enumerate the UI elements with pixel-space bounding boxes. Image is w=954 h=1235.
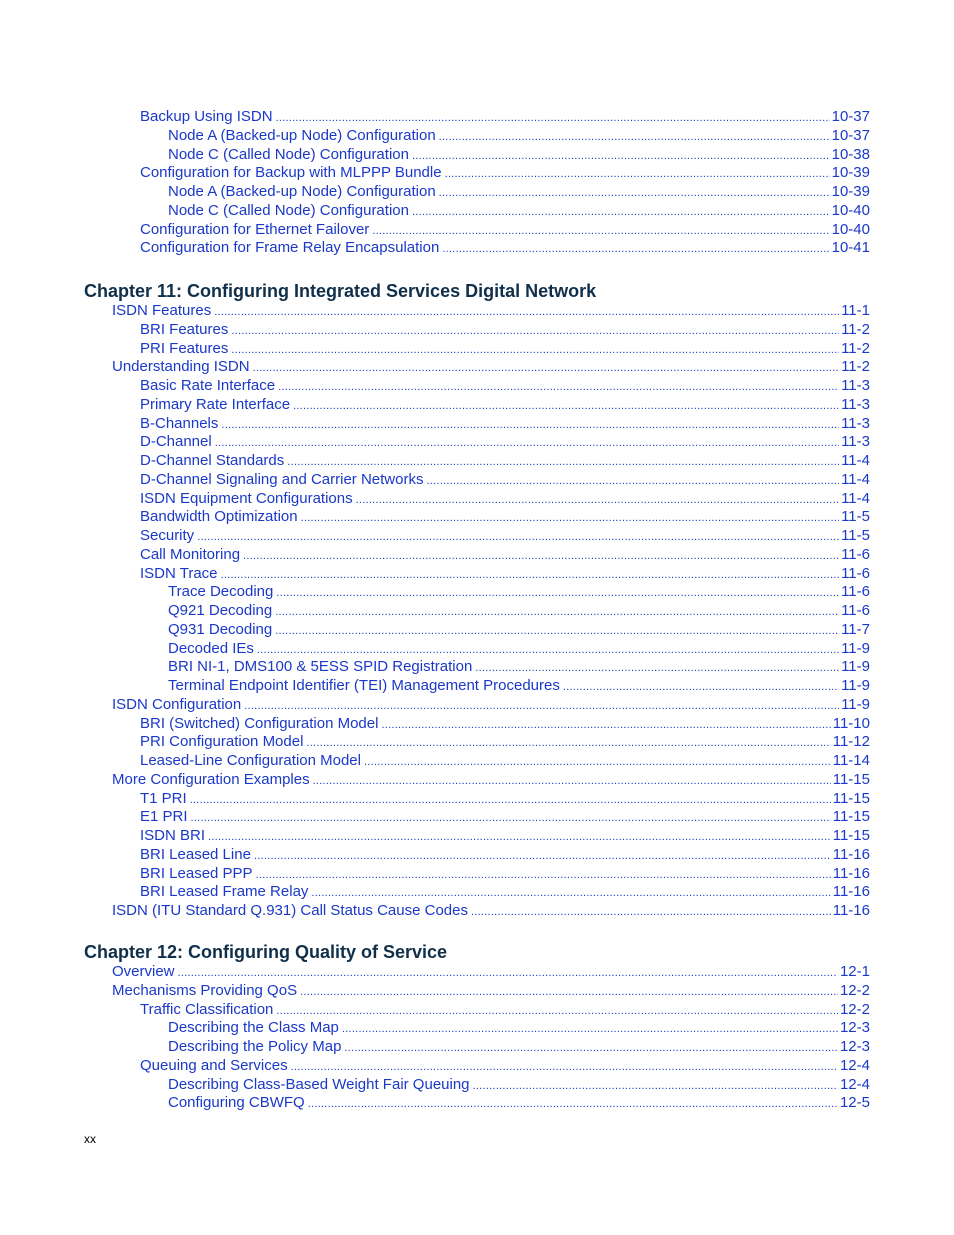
dot-leader [308, 1093, 838, 1114]
toc-entry[interactable] [140, 238, 870, 257]
toc-entry-page: 12-5 [839, 1094, 870, 1112]
toc-entry-page: 11-4 [841, 452, 870, 469]
toc-entry-page: 11-16 [832, 883, 870, 901]
toc-entry-page: 10-39 [831, 183, 870, 200]
chapter-heading: Chapter 11: Configuring Integrated Services Digital Network [84, 281, 597, 301]
toc-entry-title: Basic Rate Interface [140, 377, 276, 394]
toc-entry-title: Queuing and Services [140, 1056, 288, 1074]
toc-entry[interactable] [140, 470, 870, 489]
toc-entry-page: 11-2 [841, 358, 870, 376]
toc-entry[interactable] [112, 301, 870, 320]
toc-entry-page: 11-9 [841, 639, 870, 657]
toc-entry-title: ISDN Trace [140, 564, 218, 582]
toc-entry-title: BRI NI-1, DMS100 & 5ESS SPID Registration [168, 658, 473, 676]
toc-entry[interactable] [140, 1056, 870, 1075]
toc-entry-title: Terminal Endpoint Identifier (TEI) Management Procedures [168, 677, 560, 694]
toc-entry[interactable] [168, 1037, 870, 1056]
toc-entry-page: 12-2 [839, 981, 870, 999]
toc-entry-page: 12-3 [839, 1019, 870, 1037]
toc-entry-page: 10-37 [831, 126, 870, 144]
toc-entry-title: BRI Leased PPP [140, 864, 253, 882]
toc-entry[interactable] [140, 545, 870, 564]
toc-entry[interactable] [140, 564, 870, 583]
toc-entry[interactable] [112, 901, 870, 920]
toc-entry[interactable] [168, 676, 870, 695]
toc-entry-page: 11-15 [832, 789, 870, 807]
toc-entry-title: Node C (Called Node) Configuration [168, 145, 409, 163]
toc-entry-title: Traffic Classification [140, 1000, 274, 1018]
toc-entry-title: Backup Using ISDN [140, 108, 273, 125]
toc-entry-page: 11-4 [841, 470, 870, 488]
toc-entry[interactable] [168, 126, 870, 145]
toc-entry-page: 11-6 [841, 545, 870, 563]
toc-entry[interactable] [140, 826, 870, 845]
toc-entry-title: Configuration for Ethernet Failover [140, 220, 370, 238]
toc-entry-page: 10-40 [831, 220, 870, 238]
toc-entry[interactable] [140, 714, 870, 733]
toc-entry-title: Primary Rate Interface [140, 395, 291, 413]
toc-entry[interactable] [140, 845, 870, 864]
chapter-heading: Chapter 12: Configuring Quality of Service [84, 942, 448, 962]
toc-entry[interactable] [140, 864, 870, 883]
toc-entry-title: Node C (Called Node) Configuration [168, 201, 409, 219]
toc-entry-page: 12-4 [839, 1075, 870, 1093]
toc-entry-page: 10-39 [831, 164, 870, 182]
toc-entry[interactable] [140, 395, 870, 414]
toc-entry-page: 10-38 [831, 145, 870, 163]
toc-entry[interactable] [112, 695, 870, 714]
toc-entry[interactable] [140, 732, 870, 751]
toc-entry-page: 12-3 [839, 1038, 870, 1055]
toc-entry[interactable] [168, 657, 870, 676]
toc-entry[interactable] [140, 489, 870, 508]
toc-entry-title: Decoded IEs [168, 639, 254, 657]
toc-entry[interactable] [168, 1093, 870, 1112]
toc-entry-title: Configuration for Backup with MLPPP Bundle [140, 164, 442, 182]
toc-entry-title: Security [140, 527, 195, 544]
toc-entry-title: Understanding ISDN [112, 358, 250, 376]
toc-entry[interactable] [140, 432, 870, 451]
toc-entry-page: 11-6 [841, 583, 870, 601]
toc-entry-title: More Configuration Examples [112, 770, 310, 788]
toc-entry-title: Trace Decoding [168, 583, 274, 601]
toc-entry[interactable] [112, 770, 870, 789]
toc-entry-title: Configuration for Frame Relay Encapsulation [140, 239, 440, 257]
toc-entry-title: BRI (Switched) Configuration Model [140, 714, 379, 732]
toc-entry-title: Describing the Class Map [168, 1019, 339, 1037]
toc-entry-title: Describing the Policy Map [168, 1038, 342, 1055]
toc-entry-page: 11-4 [841, 489, 870, 507]
toc-entry-page: 11-5 [841, 527, 870, 544]
toc-entry-page: 10-37 [831, 108, 870, 125]
toc-entry-title: D-Channel [140, 433, 212, 451]
toc-entry[interactable] [168, 1075, 870, 1094]
toc-entry-page: 11-14 [832, 752, 870, 769]
toc-entry-title: BRI Leased Frame Relay [140, 883, 309, 901]
toc-entry[interactable] [168, 620, 870, 639]
toc-entry-page: 11-10 [832, 714, 870, 732]
toc-entry-page: 11-3 [841, 395, 870, 413]
toc-entry[interactable] [140, 526, 870, 545]
toc-entry-page: 11-15 [832, 827, 870, 844]
toc-entry-title: Call Monitoring [140, 545, 241, 563]
toc-entry-title: PRI Configuration Model [140, 733, 304, 751]
toc-entry-page: 11-15 [832, 770, 870, 788]
toc-entry[interactable] [140, 220, 870, 239]
toc-entry-page: 11-5 [841, 508, 870, 526]
toc-entry[interactable] [140, 414, 870, 433]
toc-entry-title: Node A (Backed-up Node) Configuration [168, 183, 436, 200]
toc-entry-page: 11-16 [832, 864, 870, 882]
toc-entry-title: PRI Features [140, 339, 229, 357]
toc-entry-title: Overview [112, 963, 175, 980]
toc-entry[interactable] [140, 751, 870, 770]
toc-entry-page: 11-1 [841, 302, 870, 319]
page-number: xx [84, 1132, 96, 1146]
toc-entry-title: ISDN Features [112, 302, 212, 319]
toc-entry[interactable] [140, 376, 870, 395]
toc-entry-page: 12-2 [839, 1000, 870, 1018]
toc-entry-page: 11-2 [841, 339, 870, 357]
toc-entry-title: BRI Leased Line [140, 845, 251, 863]
toc-entry-title: Leased-Line Configuration Model [140, 752, 361, 769]
toc-entry[interactable] [140, 339, 870, 358]
toc-entry[interactable] [168, 201, 870, 220]
toc-entry-title: Describing Class-Based Weight Fair Queuing [168, 1075, 470, 1093]
toc-entry[interactable] [140, 789, 870, 808]
toc-entry-page: 11-16 [832, 845, 870, 863]
toc-entry[interactable] [168, 639, 870, 658]
toc-entry-page: 11-6 [841, 602, 870, 619]
toc-entry[interactable] [140, 1000, 870, 1019]
toc-entry[interactable] [168, 582, 870, 601]
toc-entry[interactable] [112, 962, 870, 981]
toc-entry[interactable] [140, 320, 870, 339]
toc-entry[interactable] [168, 601, 870, 620]
toc-entry-page: 11-9 [841, 658, 870, 676]
toc-entry-title: ISDN BRI [140, 827, 206, 844]
toc-entry-page: 11-12 [832, 733, 870, 751]
toc-entry-page: 11-9 [841, 677, 870, 694]
dot-leader [471, 901, 831, 922]
toc-entry-title: Q931 Decoding [168, 620, 273, 638]
toc-entry-page: 11-6 [841, 564, 870, 582]
toc-entry-page: 11-2 [841, 320, 870, 338]
toc-entry-page: 11-3 [841, 433, 870, 451]
toc-entry[interactable] [168, 1018, 870, 1037]
toc-entry-title: ISDN Configuration [112, 695, 242, 713]
toc-entry-title: T1 PRI [140, 789, 187, 807]
toc-entry-title: Mechanisms Providing QoS [112, 981, 298, 999]
toc-entry[interactable] [168, 182, 870, 201]
toc-entry-title: D-Channel Standards [140, 452, 285, 469]
toc-entry-page: 11-16 [832, 902, 870, 919]
toc-entry[interactable] [140, 107, 870, 126]
toc-entry-page: 11-3 [841, 414, 870, 432]
toc-entry-title: Q921 Decoding [168, 602, 273, 619]
toc-entry-page: 12-4 [839, 1056, 870, 1074]
toc-entry-title: ISDN Equipment Configurations [140, 489, 353, 507]
toc-entry[interactable] [168, 145, 870, 164]
toc-entry-title: BRI Features [140, 320, 229, 338]
toc-entry-title: Configuring CBWFQ [168, 1094, 305, 1112]
toc-entry[interactable] [140, 451, 870, 470]
toc-entry-page: 10-40 [831, 201, 870, 219]
toc-entry[interactable] [140, 507, 870, 526]
toc-entry[interactable] [112, 981, 870, 1000]
toc-entry[interactable] [140, 882, 870, 901]
toc-entry-title: Node A (Backed-up Node) Configuration [168, 126, 436, 144]
toc-entry-page: 11-7 [841, 620, 870, 638]
toc-entry[interactable] [140, 807, 870, 826]
toc-entry-page: 11-3 [841, 377, 870, 394]
toc-entry[interactable] [140, 163, 870, 182]
toc-entry[interactable] [112, 357, 870, 376]
toc-entry-page: 11-15 [832, 808, 870, 826]
dot-leader [442, 238, 829, 259]
toc-entry-page: 10-41 [831, 239, 870, 257]
toc-entry-page: 12-1 [839, 963, 870, 980]
toc-entry-title: ISDN (ITU Standard Q.931) Call Status Cause Codes [112, 902, 468, 919]
toc-entry-title: D-Channel Signaling and Carrier Networks [140, 470, 424, 488]
toc-entry-page: 11-9 [841, 695, 870, 713]
toc-entry-title: E1 PRI [140, 808, 188, 826]
toc-entry-title: Bandwidth Optimization [140, 508, 298, 526]
toc-entry-title: B-Channels [140, 414, 219, 432]
